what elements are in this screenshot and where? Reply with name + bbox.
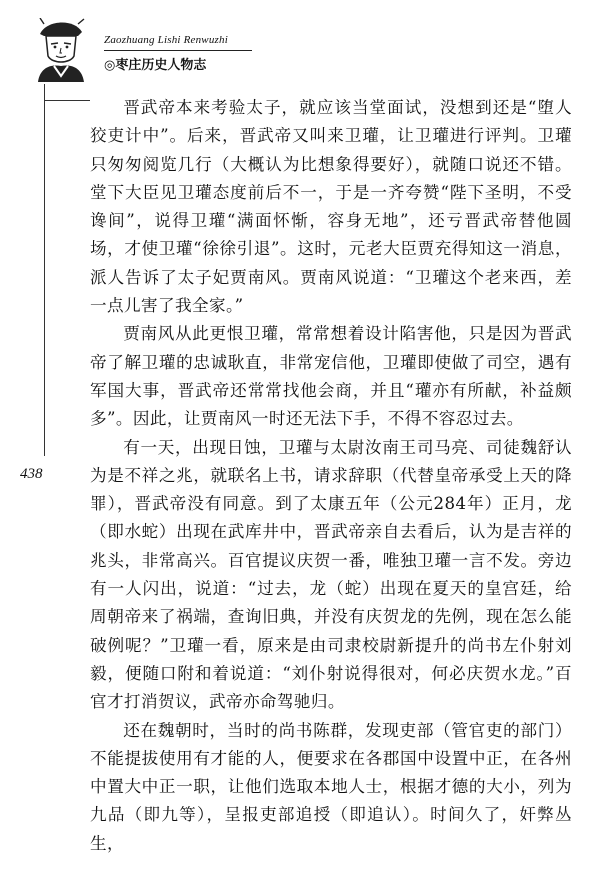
portrait-illustration [34,18,88,82]
body-text [90,94,572,858]
margin-horizontal-rule [44,100,90,101]
header-rule [104,50,252,51]
paragraph: 晋武帝本来考验太子，就应该当堂面试，没想到还是“堕人狡吏计中”。后来，晋武帝又叫来卫瓘，让卫瓘进行评判。卫瓘只匆匆阅览几行（大概认为比想象得要好），就随口说还不错。堂下大臣见卫瓘态度前后不一，于是一齐夸赞“陛下圣明，不受谗间”，说得卫瓘“满面怀惭，容身无地”，还亏晋武帝替他圆场，才使卫瓘“徐徐引退”。这时，元老大臣贾充得知这一消息，派人告诉了太子妃贾南风。贾南风说道：“卫瓘这个老来西，差一点儿害了我全家。” [90,98,572,316]
page-number: 438 [20,466,43,482]
header-chinese-title: ◎枣庄历史人物志 [104,58,207,73]
paragraph: 贾南风从此更恨卫瓘，常常想着设计陷害他，只是因为晋武帝了解卫瓘的忠诚耿直，非常宠信他，卫瓘即使做了司空，遇有军国大事，晋武帝还常常找他会商，并且“瓘亦有所献，补益颇多”。因此，让贾南风一时还无法下手，不得不容忍过去。 [90,324,572,429]
header-latin-title: Zaozhuang Lishi Renwuzhi [104,34,228,46]
margin-vertical-rule [44,84,45,456]
paragraph: 有一天，出现日蚀，卫瓘与太尉汝南王司马亮、司徒魏舒认为是不祥之兆，就联名上书，请求辞职（代替皇帝承受上天的降罪），晋武帝没有同意。到了太康五年（公元284年）正月，龙（即水蛇）出现在武库井中，晋武帝亲自去看后，认为是吉祥的兆头，非常高兴。百官提议庆贺一番，唯独卫瓘一言不发。旁边有一人闪出，说道：“过去，龙（蛇）出现在夏天的皇宫廷，给周朝帝来了祸端，查询旧典，并没有庆贺龙的先例，现在怎么能破例呢？”卫瓘一看，原来是由司隶校尉新提升的尚书左仆射刘毅，便随口附和着说道：“刘仆射说得很对，何必庆贺水龙。”百官才打消贺议，武帝亦命驾驰归。 [90,437,572,712]
paragraph: 还在魏朝时，当时的尚书陈群，发现吏部（管官吏的部门）不能提拔使用有才能的人，便要求在各郡国中设置中正，在各州中置大中正一职，让他们选取本地人士，根据才德的大小，列为九品（即九等），呈报吏部追授（即追认）。时间久了，奸弊丛生， [90,720,572,853]
